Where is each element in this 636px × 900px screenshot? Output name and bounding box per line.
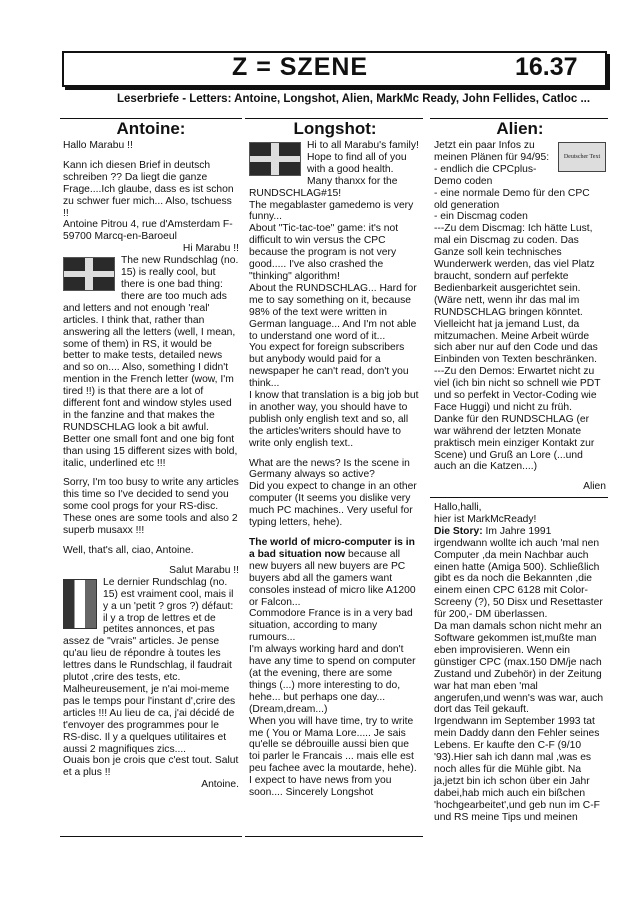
markmcready-letter (434, 502, 606, 823)
paragraph: What are the news? Is the scene in Germany always so active? (249, 457, 410, 481)
paragraph: Hi to all Marabu's family! Hope to find all of you with a good health. Many thanxx for the RUNDSCHLAG#15! (249, 140, 419, 199)
list-item: - ein Discmag coden (434, 211, 528, 223)
list-item: - eine normale Demo für den CPC old generation (434, 187, 590, 211)
alien-heading: Alien: (496, 119, 544, 138)
uk-flag-icon (249, 142, 301, 176)
greeting: hier ist MarkMcReady! (434, 513, 537, 525)
paragraph: Jetzt ein paar Infos zu meinen Plänen für 94/95: (434, 140, 550, 163)
page-number: 16.37 (515, 53, 578, 81)
paragraph: Danke für den RUNDSCHLAG (er war während der letzten Monate praktisch mein einziger Kontakt zur Scene) und Gruß an Lore (...und auch an die Katzen....) (434, 413, 595, 473)
greeting: Hi Marabu !! (182, 243, 239, 255)
paragraph: Da man damals schon nicht mehr an Software gekommen ist,mußte man eben improvisieren. Wenn ein günstiger CPC (max.150 DM/je nach Zustand und Zubehör) in der Zeitung war hat man eben 'mal angerufen,und wenn's was war, auch dort das Teil gekauft. (434, 621, 604, 716)
paragraph-rest: Im Jahre 1991 irgendwann wollte ich auch 'mal nen Computer ,da mein Nachbar auch einen hatte (Amiga 500). Schließlich gibt es da noch die Bekannten ,die einem einen CPC 6128 mit Color-Screeny (?), 50 Disx und Resettaster für 200,- DM überlassen. (434, 525, 603, 621)
column-rule (245, 836, 423, 837)
paragraph: Malheureusement, je n'ai moi-meme pas le temps pour l'instant d',crire des articles !!! Au lieu de ca, j'ai décidé de t'envoyer des programmes pour le RS-disc. Il y a quelques utilitaires et aussi 2 magnifiques zics.... (63, 683, 236, 755)
paragraph: ---Zu den Demos: Erwartet nicht zu viel (ich bin nicht so schnell wie PDT und so perfekt in Vector-Coding wie Face Huggi) und nicht zu früh. (434, 366, 601, 413)
paragraph: When you will have time, try to write me ( You or Mama Lore..... Je sais qu'elle se débrouille aussi bien que toi parler le Francais ... mais elle est peu fachee avec la moutarde, hehe). (249, 715, 417, 775)
paragraph: Ouais bon je crois que c'est tout. Salut et a plus !! (63, 755, 239, 779)
address: Antoine Pitrou 4, rue d'Amsterdam F-59700 Marcq-en-Baroeul (63, 219, 233, 243)
signature: Antoine. (201, 779, 239, 791)
column-rule (430, 497, 608, 498)
paragraph: You expect for foreign subscribers but anybody would paid for a newspaper he can't read, don't you think... (249, 342, 409, 390)
paragraph: Kann ich diesen Brief in deutsch schreiben ?? Da liegt die ganze Frage....Ich glaube, dass es ist schon zu schwer fuer mich... Also, tschuess !! (63, 159, 234, 219)
paragraph: I'm always working hard and don't have any time to spend on computer (at the evening, there are some things (...) more interesting to do, hehe... but perhaps one day... (Dream,dream...) (249, 644, 416, 715)
list-item: - endlich die CPCplus-Demo coden (434, 163, 537, 187)
paragraph: Sorry, I'm too busy to write any articles this time so I've decided to send you some cool progs for your RS-disc. These ones are some tools and also 2 superb musaxx !!! (63, 477, 239, 537)
paragraph: The new Rundschlag (no. 15) is really cool, but there is one bad thing: there are too much ads and letters and not enough 'real' articles. I think that, rather than answering all the letters (well, I mean, some of them) in RS, it would be better to make tests, detailed news and so on.... Also, something I didn't mention in the French letter (wow, I'm tired !!) is that there are a lot of different font and window styles used in the fanzine and that makes the RUNDSCHLAG look a bit awful. Better one small font and one big font than using 15 different sizes with bold, italic, underlined etc !!! (63, 255, 239, 469)
antoine-heading: Antoine: (116, 119, 186, 138)
greeting: Hallo,halli, (434, 502, 482, 513)
paragraph: Irgendwann im September 1993 tat mein Daddy dann den Fehler seines Lebens. Er kaufte den C-F (9/10 '93).Hier sah ich dann mal ,was es noch alles für die Mühle gibt. Na ja,jetzt bin ich schon über ein Jahr dabei,hab mich auch ein bißchen 'hochgearbeitet',und geb nun im C-F und RS meine Tips und meinen (434, 716, 600, 823)
antoine-letter (63, 120, 239, 791)
france-flag-icon (63, 579, 97, 629)
longshot-letter (249, 120, 421, 799)
page-title: Z = SZENE (232, 53, 369, 81)
alien-letter (434, 120, 606, 493)
paragraph: The megablaster gamedemo is very funny... (249, 199, 414, 223)
greeting: Hallo Marabu !! (63, 140, 133, 151)
column-rule (60, 836, 242, 837)
greeting: Salut Marabu !! (169, 564, 239, 576)
subtitle: Leserbriefe - Letters: Antoine, Longshot, Alien, MarkMc Ready, John Fellides, Catloc ... (117, 93, 591, 105)
story-label: Die Story: (434, 525, 483, 537)
paragraph: Commodore France is in a very bad situation, according to many rumours... (249, 608, 413, 644)
paragraph: I expect to have news from you soon.... Sincerely Longshot (249, 775, 392, 799)
signature: Alien (583, 481, 606, 493)
paragraph-rest: because all new buyers all new buyers are PC buyers abd all the gamers want consoles instead of micro like A1200 or Falcon... (249, 548, 416, 608)
paragraph: Le dernier Rundschlag (no. 15) est vraiment cool, mais il y a un 'petit ? gros ?) défaut: il y a trop de lettres et de petites annonces, et pas assez de "vrais" articles. Je pense qu'au lieu de répondre à toutes les lettres dans le Rundschlag, il faudrait plutot ,crire des tests, etc. (63, 576, 234, 684)
paragraph: About the RUNDSCHLAG... Hard for me to say something on it, because 98% of the text were written in German language... And I'm not able to understand one word of it... (249, 282, 417, 342)
paragraph (249, 537, 421, 608)
paragraph: ---Zu dem Discmag: Ich hätte Lust, mal ein Discmag zu coden. Das Ganze soll kein technisches Wunderwerk werden, das viel Platz braucht, sondern auf perfekte Bedienbarkeit ausgerichtet sein. (Wäre nett, wenn ihr das mal im RUNDSCHLAG bringen könntet. Vielleicht hat ja jemand Lust, da mitzumachen. Meine Arbeit würde sich aber nur auf den Code und das Einbinden von Texten beschränken. (434, 223, 598, 366)
paragraph: About "Tic-tac-toe" game: it's not difficult to win versus the CPC because the program is not very good..... I've also crashed the "thinking" algorithm! (249, 223, 399, 282)
paragraph: Well, that's all, ciao, Antoine. (63, 545, 194, 556)
german-text-badge: Deutscher Text (558, 142, 606, 172)
uk-flag-icon (63, 257, 115, 291)
paragraph: Did you expect to change in an other computer (It seems you dislike very much PC machines.. Very useful for typing letters, hehe). (249, 481, 417, 529)
paragraph: I know that translation is a big job but in another way, you should have to publish only english text and so, all the articles'writers should have to write only english text.. (249, 390, 419, 449)
longshot-heading: Longshot: (293, 119, 377, 138)
bold-lead: The world of micro-computer is in a bad situation now (249, 537, 415, 560)
paragraph (434, 526, 606, 621)
